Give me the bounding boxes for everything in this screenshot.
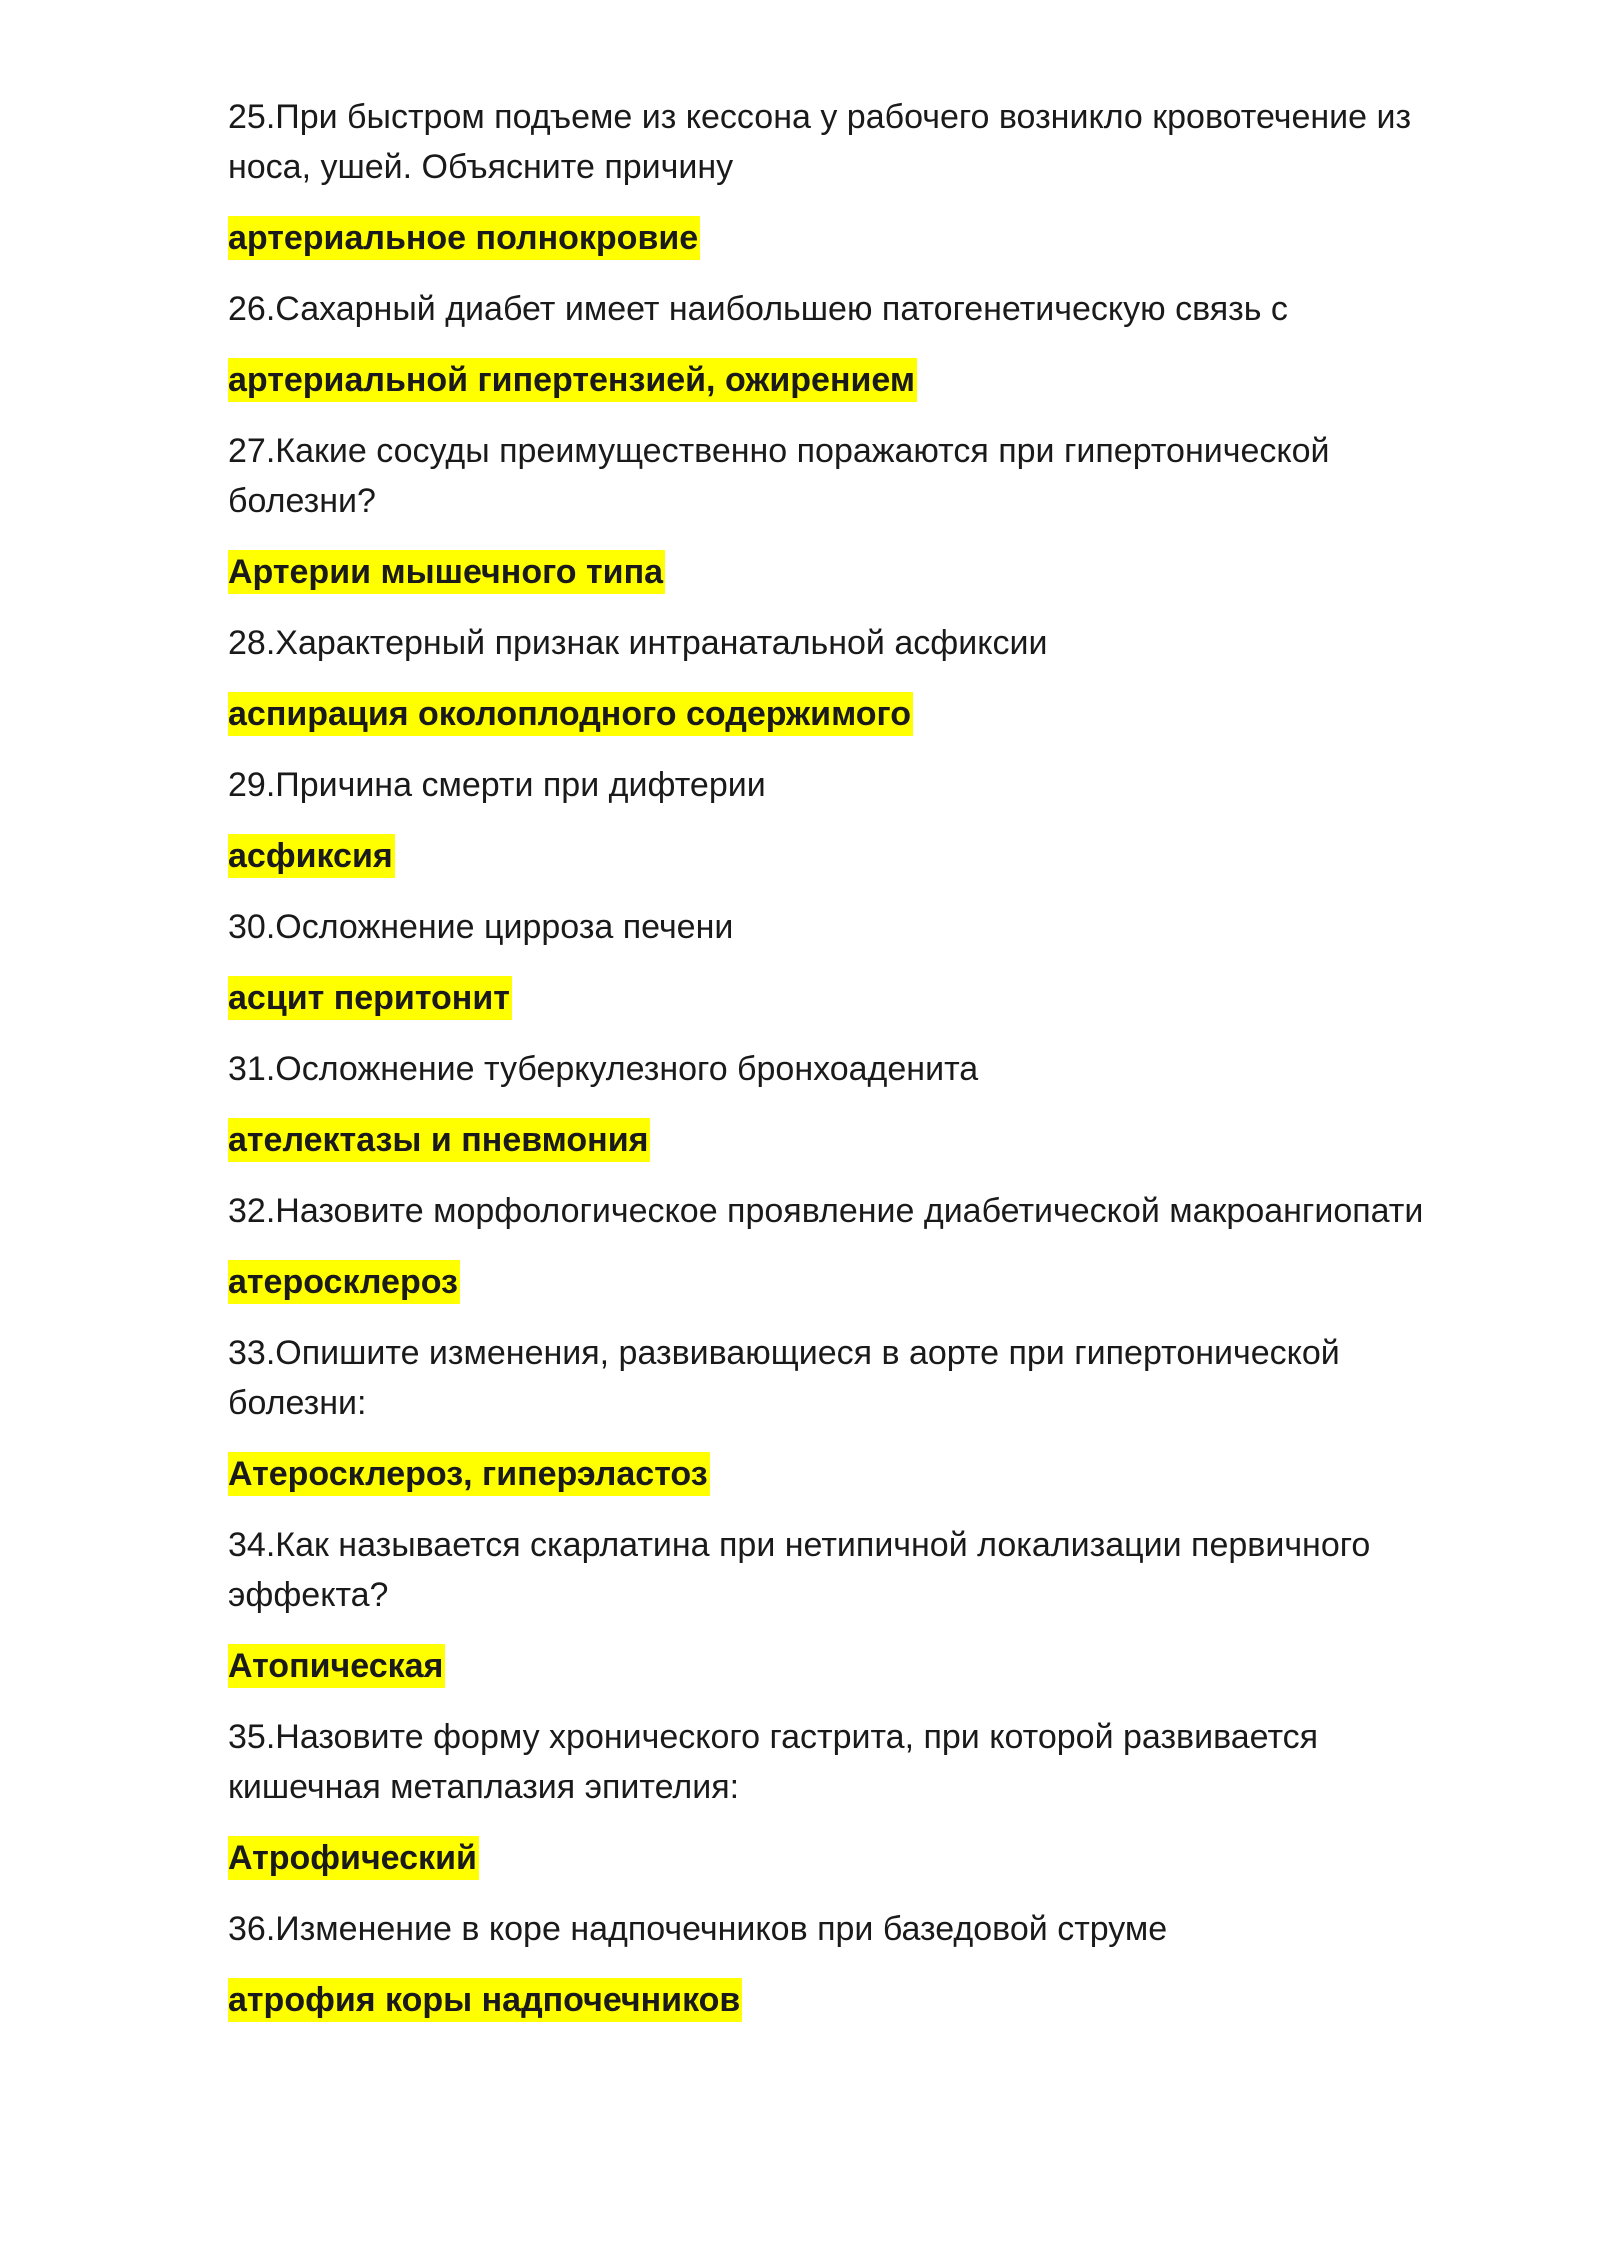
question-text: 26.Сахарный диабет имеет наибольшею патогенетическую связь с (228, 290, 1288, 328)
qa-item-28 (228, 618, 1458, 739)
answer-highlight: Атопическая (228, 1644, 445, 1688)
qa-item-34 (228, 1520, 1458, 1691)
question-text: 27.Какие сосуды преимущественно поражаются при гипертонической болезни? (228, 432, 1330, 520)
question-text: 35.Назовите форму хронического гастрита, при которой развивается кишечная метаплазия эпителия: (228, 1718, 1319, 1806)
qa-item-29 (228, 760, 1458, 881)
qa-item-30 (228, 902, 1458, 1023)
qa-item-32 (228, 1186, 1458, 1307)
answer-text (228, 1257, 1458, 1307)
question-text: 25.При быстром подъеме из кессона у рабочего возникло кровотечение из носа, ушей. Объясните причину (228, 98, 1412, 186)
qa-item-36 (228, 1904, 1458, 2025)
answer-highlight: ателектазы и пневмония (228, 1118, 650, 1162)
answer-text (228, 213, 1458, 263)
question-text: 29.Причина смерти при дифтерии (228, 766, 766, 804)
answer-highlight: асфиксия (228, 834, 395, 878)
answer-text (228, 547, 1458, 597)
answer-highlight: артериальной гипертензией, ожирением (228, 358, 917, 402)
answer-highlight: артериальное полнокровие (228, 216, 700, 260)
qa-item-25 (228, 92, 1458, 263)
question-text: 36.Изменение в коре надпочечников при базедовой струме (228, 1910, 1168, 1948)
answer-highlight: Атрофический (228, 1836, 479, 1880)
question-text: 32.Назовите морфологическое проявление диабетической макроангиопати (228, 1192, 1424, 1230)
question-text: 30.Осложнение цирроза печени (228, 908, 734, 946)
qa-item-31 (228, 1044, 1458, 1165)
answer-text (228, 1449, 1458, 1499)
qa-item-33 (228, 1328, 1458, 1499)
qa-item-27 (228, 426, 1458, 597)
answer-highlight: асцит перитонит (228, 976, 512, 1020)
answer-highlight: атеросклероз (228, 1260, 460, 1304)
answer-text (228, 355, 1458, 405)
question-text: 31.Осложнение туберкулезного бронхоаденита (228, 1050, 979, 1088)
question-text: 33.Опишите изменения, развивающиеся в аорте при гипертонической болезни: (228, 1334, 1340, 1422)
question-text: 34.Как называется скарлатина при нетипичной локализации первичного эффекта? (228, 1526, 1371, 1614)
answer-text (228, 1975, 1458, 2025)
answer-highlight: Артерии мышечного типа (228, 550, 665, 594)
answer-text (228, 1833, 1458, 1883)
answer-text (228, 689, 1458, 739)
answer-text (228, 1115, 1458, 1165)
document-page (228, 92, 1458, 2046)
answer-highlight: атрофия коры надпочечников (228, 1978, 742, 2022)
answer-text (228, 831, 1458, 881)
qa-item-35 (228, 1712, 1458, 1883)
answer-highlight: аспирация околоплодного содержимого (228, 692, 913, 736)
answer-text (228, 1641, 1458, 1691)
answer-text (228, 973, 1458, 1023)
qa-item-26 (228, 284, 1458, 405)
answer-highlight: Атеросклероз, гиперэластоз (228, 1452, 710, 1496)
question-text: 28.Характерный признак интранатальной асфиксии (228, 624, 1048, 662)
